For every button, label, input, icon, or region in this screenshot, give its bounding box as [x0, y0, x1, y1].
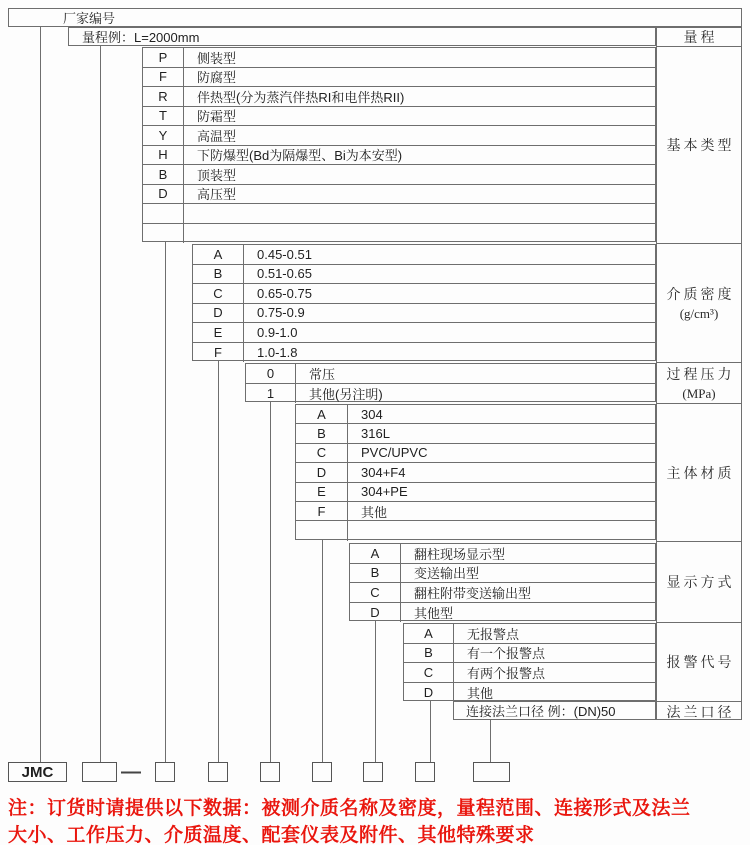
- connector-line-5: [270, 402, 271, 762]
- code-box-5: [312, 762, 332, 782]
- code-row: [193, 323, 655, 343]
- block-pressure: [245, 363, 656, 402]
- desc-cell: 伴热型(分为蒸汽伴热RI和电伴热RII): [197, 89, 405, 105]
- desc-cell: 翻柱现场显示型: [414, 546, 506, 562]
- category-label-basic_type: [657, 47, 741, 244]
- desc-cell: 无报警点: [467, 626, 520, 642]
- code-cell: C: [193, 284, 244, 303]
- desc-cell: 下防爆型(Bd为隔爆型、Bi为本安型): [197, 148, 403, 164]
- desc-cell: 防腐型: [197, 70, 237, 86]
- code-row: [404, 624, 655, 644]
- desc-cell: 0.65-0.75: [257, 285, 312, 301]
- desc-cell: 顶装型: [197, 167, 237, 183]
- code-row: [193, 343, 655, 363]
- factory-number-label: 厂家编号: [63, 11, 116, 26]
- connector-line-3: [165, 242, 166, 762]
- code-cell: 1: [246, 384, 296, 404]
- code-row: [296, 424, 655, 443]
- category-text: 过程压力: [666, 368, 735, 383]
- code-row: [296, 444, 655, 463]
- category-unit-text: (g/cm³): [679, 306, 719, 321]
- desc-cell: [184, 224, 655, 244]
- block-display: [349, 543, 656, 621]
- code-row: [246, 364, 655, 384]
- code-row: [143, 146, 655, 166]
- code-cell: D: [193, 304, 244, 323]
- code-row: [296, 502, 655, 521]
- code-cell: A: [404, 624, 454, 643]
- range-example-label: 量程例：L=2000mm: [82, 30, 200, 45]
- desc-cell: 侧装型: [197, 50, 237, 66]
- desc-cell: [348, 521, 655, 540]
- desc-cell: 316L: [361, 426, 390, 442]
- desc-cell: 高温型: [197, 128, 237, 144]
- category-unit-text: (MPa): [682, 386, 716, 401]
- flange-diameter-label: 连接法兰口径 例：(DN)50: [466, 704, 616, 719]
- code-box-8: [473, 762, 510, 782]
- category-label-flange: [657, 702, 741, 721]
- block-basic_type: [142, 47, 656, 242]
- category-panel: [656, 27, 742, 720]
- code-cell: C: [404, 663, 454, 682]
- code-cell: C: [350, 583, 401, 602]
- code-row: [350, 564, 655, 584]
- code-row: [143, 224, 655, 244]
- code-row: [143, 48, 655, 68]
- connector-line-7: [375, 621, 376, 762]
- connector-line-8: [430, 701, 431, 762]
- desc-cell: 其他型: [414, 605, 454, 621]
- code-row: [143, 87, 655, 107]
- desc-cell: 其他: [361, 504, 388, 520]
- code-cell: C: [296, 444, 348, 462]
- code-cell: D: [350, 603, 401, 623]
- code-row: [296, 463, 655, 482]
- code-cell: [143, 224, 184, 244]
- code-cell: B: [404, 644, 454, 663]
- code-row: [404, 683, 655, 703]
- code-box-2: [155, 762, 175, 782]
- code-row: [143, 185, 655, 205]
- range-example-row: [68, 27, 656, 46]
- code-row: [350, 603, 655, 623]
- desc-cell: 常压: [309, 366, 336, 382]
- desc-cell: 0.45-0.51: [257, 246, 312, 262]
- block-alarm: [403, 623, 656, 701]
- code-row: [143, 165, 655, 185]
- desc-cell: 有一个报警点: [467, 646, 546, 662]
- connector-line-9: [490, 720, 491, 762]
- desc-cell: 1.0-1.8: [257, 344, 298, 360]
- code-row: [143, 204, 655, 224]
- code-row: [193, 284, 655, 304]
- code-box-6: [363, 762, 383, 782]
- desc-cell: 翻柱附带变送输出型: [414, 585, 532, 601]
- code-cell: F: [143, 68, 184, 87]
- category-label-material: [657, 404, 741, 542]
- code-cell: [143, 204, 184, 223]
- block-density: [192, 244, 656, 361]
- ordering-note-line1: 注：订货时请提供以下数据：被测介质名称及密度，量程范围、连接形式及法兰: [8, 798, 691, 819]
- code-row: [143, 107, 655, 127]
- code-row: [404, 644, 655, 664]
- desc-cell: 0.51-0.65: [257, 266, 312, 282]
- code-row: [193, 304, 655, 324]
- category-label-alarm: [657, 623, 741, 702]
- desc-cell: 其他: [467, 685, 494, 701]
- code-row: [193, 245, 655, 265]
- code-row: [296, 521, 655, 540]
- category-text: 主体材质: [666, 466, 735, 482]
- code-cell: E: [193, 323, 244, 342]
- code-cell: 0: [246, 364, 296, 383]
- code-cell: B: [193, 265, 244, 284]
- code-cell: A: [296, 405, 348, 423]
- code-cell: A: [193, 245, 244, 264]
- code-box-1: [82, 762, 117, 782]
- connector-line-6: [322, 540, 323, 762]
- code-row: [296, 405, 655, 424]
- category-label-display: [657, 542, 741, 623]
- desc-cell: 304+PE: [361, 484, 408, 500]
- desc-cell: 0.9-1.0: [257, 324, 298, 340]
- code-box-4: [260, 762, 280, 782]
- desc-cell: 304+F4: [361, 464, 406, 480]
- connector-line-2: [100, 46, 101, 762]
- model-prefix-label: JMC: [21, 763, 54, 781]
- code-box-3: [208, 762, 228, 782]
- category-label-pressure: [657, 363, 741, 404]
- code-row: [143, 126, 655, 146]
- category-text: 量程: [683, 31, 718, 46]
- block-material: [295, 404, 656, 540]
- code-row: [246, 384, 655, 404]
- category-text: 介质密度: [666, 288, 735, 303]
- ordering-note: [8, 795, 748, 845]
- flange-diameter-row: [453, 701, 656, 720]
- code-row: [404, 663, 655, 683]
- code-row: [193, 265, 655, 285]
- code-cell: D: [404, 683, 454, 703]
- ordering-note-line2: 大小、工作压力、介质温度、配套仪表及附件、其他特殊要求: [8, 825, 535, 845]
- category-text: 基本类型: [666, 139, 735, 154]
- code-cell: R: [143, 87, 184, 106]
- desc-cell: PVC/UPVC: [361, 445, 428, 461]
- desc-cell: 高压型: [197, 187, 237, 203]
- desc-cell: 变送输出型: [414, 566, 480, 582]
- desc-cell: [184, 204, 655, 223]
- desc-cell: 0.75-0.9: [257, 305, 305, 321]
- code-cell: B: [143, 165, 184, 184]
- code-cell: B: [350, 564, 401, 583]
- category-text: 法兰口径: [666, 705, 735, 721]
- code-cell: E: [296, 483, 348, 501]
- code-cell: D: [296, 463, 348, 481]
- code-row: [350, 583, 655, 603]
- code-cell: D: [143, 185, 184, 204]
- desc-cell: 防霜型: [197, 109, 237, 125]
- connector-line-1: [40, 27, 41, 762]
- category-text: 报警代号: [666, 656, 735, 671]
- code-cell: A: [350, 544, 401, 563]
- desc-cell: 304: [361, 406, 383, 422]
- code-cell: T: [143, 107, 184, 126]
- code-row: [143, 68, 655, 88]
- code-cell: B: [296, 424, 348, 442]
- code-box-7: [415, 762, 435, 782]
- desc-cell: 其他(另注明): [309, 386, 383, 402]
- model-separator-dash: [119, 762, 143, 782]
- code-cell: P: [143, 48, 184, 67]
- code-cell: H: [143, 146, 184, 165]
- code-row: [350, 544, 655, 564]
- category-label-density: [657, 244, 741, 363]
- code-cell: [296, 521, 348, 540]
- code-cell: F: [193, 343, 244, 363]
- separator-glyph: —: [121, 760, 141, 783]
- model-prefix-box: [8, 762, 67, 782]
- category-label-range: [657, 28, 741, 47]
- code-row: [296, 483, 655, 502]
- code-cell: F: [296, 502, 348, 520]
- desc-cell: 有两个报警点: [467, 665, 546, 681]
- connector-line-4: [218, 361, 219, 762]
- factory-number-row: [8, 8, 742, 27]
- category-text: 显示方式: [666, 576, 735, 591]
- code-cell: Y: [143, 126, 184, 145]
